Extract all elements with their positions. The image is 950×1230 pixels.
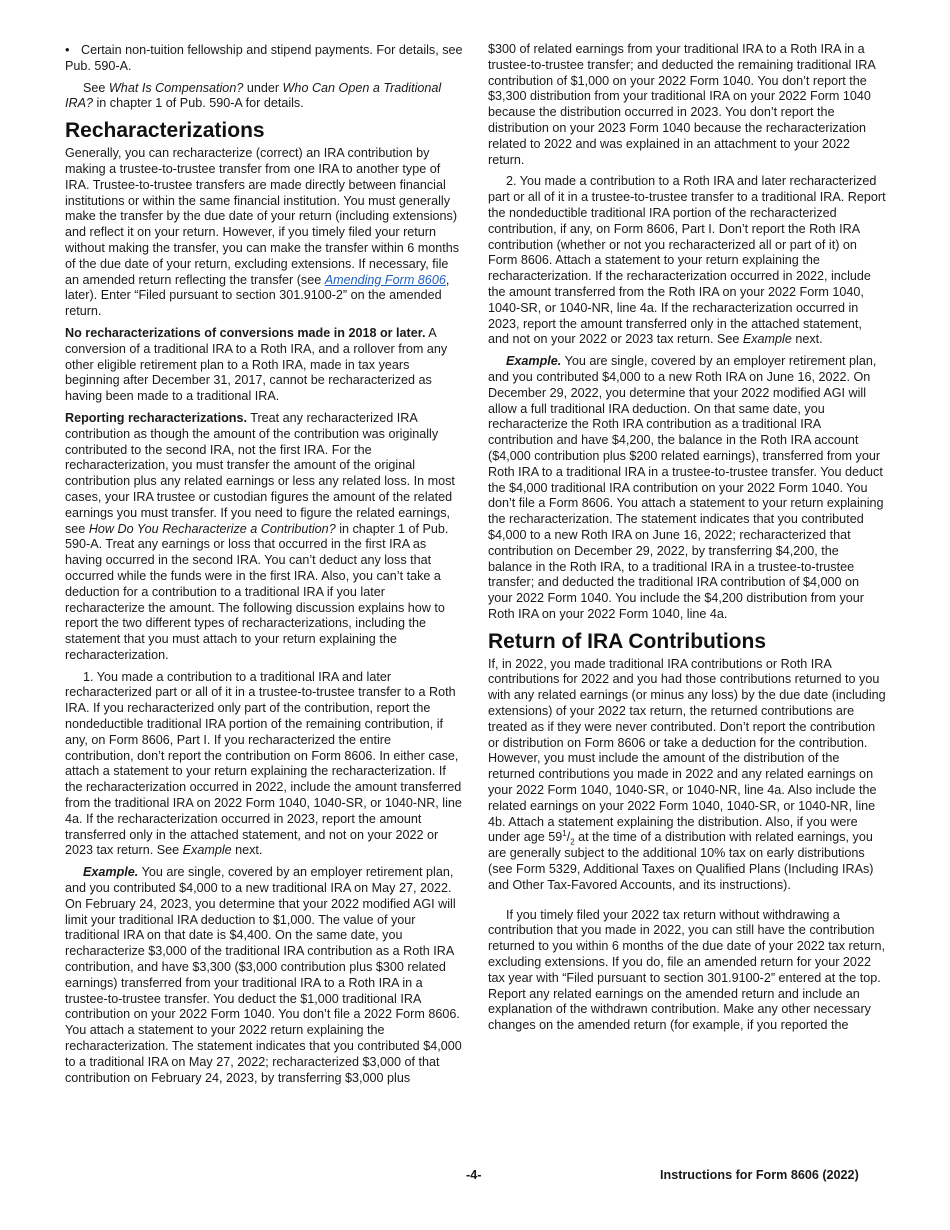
item-2-paragraph: 2. You made a contribution to a Roth IRA and later recharacterized part or all of it in a trustee-to-trustee transfer to a traditional IRA. Report the nondeductible traditional IRA portion of the recharacterized contribution, if any, on Form 8606, Part I. Don’t report the Roth IRA contribution (whether or not you recharacterized all or part of it) on Form 8606. Attach a statement to your return explaining the recharacterization. If the recharacterization occurred in 2022, include the amount transferred from the Roth IRA on your 2022 Form 1040, 1040-SR, or 1040-NR, line 4a. If the recharacterization occurred in 2023, report the amount transferred only in the attached statement, and not on your 2022 or 2023 tax return. See Example next. xyxy=(488,174,886,347)
left-column xyxy=(65,42,463,1092)
bullet-icon: • xyxy=(65,42,70,57)
timely-filed-paragraph: If you timely filed your 2022 tax return without withdrawing a contribution that you made in 2022, you can still have the contribution returned to you within 6 months of the due date of your 2022 tax return, excluding extensions. If you do, file an amended return for your 2022 tax year with “Filed pursuant to section 301.9100-2” entered at the top. Report any related earnings on the amended return and include an explanation of the withdrawn contribution. Make any other necessary changes on the amended return (for example, if you reported the xyxy=(488,907,885,1033)
item-1-paragraph: 1. You made a contribution to a traditional IRA and later recharacterized part or all of it in a trustee-to-trustee transfer to a Roth IRA. If you recharacterized only part of the contribution, report the nondeductible traditional IRA portion of the remaining contribution, if any, on Form 8606, Part I. If you recharacterized the entire contribution, don’t report the contribution on Form 8606. In either case, attach a statement to your return explaining the recharacterization. If the recharacterization occurred in 2022, include the amount transferred from the traditional IRA on 2022 Form 1040, 1040-SR, or 1040-NR, line 4a. If the recharacterization occurred in 2023, report the amount transferred only in the attached statement, and not on your 2022 or 2023 tax return. See Example next. xyxy=(65,669,462,858)
page-number: -4- xyxy=(466,1168,482,1182)
bullet-item: • Certain non-tuition fellowship and stipend payments. For details, see Pub. 590-A. xyxy=(65,42,463,73)
see-paragraph: See What Is Compensation? under Who Can Open a Traditional IRA? in chapter 1 of Pub. 590-A for details. xyxy=(65,80,442,111)
amending-form-8606-link[interactable]: Amending Form 8606 xyxy=(324,272,446,287)
heading-recharacterizations: Recharacterizations xyxy=(65,119,265,143)
no-recharacterizations-paragraph: No recharacterizations of conversions made in 2018 or later. A conversion of a traditional IRA to a Roth IRA, and a rollover from any other eligible retirement plan to a Roth IRA, made in tax years beginning after December 31, 2017, cannot be recharacterized as having been made to a traditional IRA. xyxy=(65,325,448,404)
return-paragraph: If, in 2022, you made traditional IRA contributions or Roth IRA contributions for 2022 and you had those contributions returned to you with any related earnings (or minus any loss) by the due date (including extensions) of your 2022 tax return, the returned contributions are treated as if they were never contributed. Don’t report the contribution or distribution on Form 8606 or take a deduction for the contribution. However, you must include the amount of the distribution of the returned contributions you made in 2022 and any related earnings on your 2022 Form 1040, 1040-SR, or 1040-NR, line 4a. Also include the related earnings on your 2022 Form 1040, 1040-SR, or 1040-NR, line 4b. Attach a statement explaining the distribution. Also, if you were under age $59^1/_2$ at the time of a distribution with related earnings, you are generally subject to the additional 10% tax on early distributions (see Form 5329, Additional Taxes on Qualified Plans (Including IRAs) and Other Tax-Favored Accounts, and its instructions). xyxy=(488,656,886,892)
example-2-paragraph: Example. You are single, covered by an employer retirement plan, and you contributed $4,000 to a new Roth IRA on June 16, 2022. On December 29, 2022, you determine that your 2022 modified AGI will allow a full traditional IRA deduction. On that same date, you recharacterize the Roth IRA contribution as a traditional IRA contribution and have $4,200, the balance in the Roth IRA account ($4,000 contribution plus $200 related earnings), transferred from your Roth IRA to a traditional IRA in a trustee-to-trustee transfer. You deduct the $4,000 traditional IRA contribution on your 2022 Form 1040. You don’t file a Form 8606. You attach a statement to your return explaining the recharacterization. The statement indicates that you contributed $4,000 to a new Roth IRA on June 16, 2022; recharacterized that contribution on December 29, 2022, by transferring $4,200, the balance in the Roth IRA, to a traditional IRA in a trustee-to-trustee transfer; and deducted the traditional IRA contribution of $4,000 on your 2022 Form 1040. You include the $4,200 distribution from your Roth IRA on your 2022 Form 1040, line 4a. xyxy=(488,354,884,621)
reporting-paragraph: Reporting recharacterizations. Treat any recharacterized IRA contribution as though the amount of the contribution was originally contributed to the second IRA, not the first IRA. For the recharacterization, you must transfer the amount of the original contribution plus any related earnings or less any related loss. In most cases, your IRA trustee or custodian figures the amount of the related earnings you must transfer. If you need to figure the related earnings, see How Do You Recharacterize a Contribution? in chapter 1 of Pub. 590-A. Treat any earnings or loss that occurred in the first IRA as having occurred in the second IRA. You can’t deduct any loss that occurred while the funds were in the first IRA. Also, you can’t take a deduction for a contribution to a traditional IRA if you later recharacterize the amount. The following discussion explains how to report the two different types of recharacterizations, including the statement that you must attach to your return explaining the recharacterization. xyxy=(65,410,455,662)
example-1-paragraph: Example. You are single, covered by an employer retirement plan, and you contributed $4,000 to a new traditional IRA on May 27, 2022. On February 24, 2023, you determine that your 2022 modified AGI will limit your traditional IRA deduction to $1,000. The value of your traditional IRA on that date is $4,400. On the same date, you recharacterize $3,000 of the traditional IRA contribution as a Roth IRA contribution, and have $3,300 ($3,000 contribution plus $300 related earnings) transferred from your traditional IRA to a Roth IRA in a trustee-to-trustee transfer. You deduct the $1,000 traditional IRA contribution on your 2022 Form 1040. You don’t file a 2022 Form 8606. You attach a statement to your 2022 return explaining the recharacterization. The statement indicates that you contributed $4,000 to a traditional IRA on May 27, 2022; recharacterized $3,000 of that contribution on February 24, 2023, by transferring $3,000 plus xyxy=(65,865,462,1085)
heading-return-of-ira-contributions: Return of IRA Contributions xyxy=(488,629,767,653)
form-title-footer: Instructions for Form 8606 (2022) xyxy=(660,1168,859,1182)
continuation-paragraph: $300 of related earnings from your traditional IRA to a Roth IRA in a trustee-to-trustee transfer; and deducted the remaining traditional IRA contribution of $1,000 on your 2022 Form 1040. You don’t report the $3,300 distribution from your traditional IRA on your 2022 Form 1040 because the distribution occurred in 2023. You don’t report the distribution on your 2023 Form 1040 because the recharacterization related to 2022 and was explained in an attachment to your 2022 return. xyxy=(488,42,876,167)
recharacterizations-paragraph: Generally, you can recharacterize (correct) an IRA contribution by making a trustee-to-trustee transfer from one IRA to another type of IRA. Trustee-to-trustee transfers are made directly between financial institutions or within the same financial institution. You must generally make the transfer by the due date of your return (including extensions) and reflect it on your return. However, if you timely filed your return without making the transfer, you can make the transfer within 6 months of the due date of your return, excluding extensions. If necessary, file an amended return reflecting the transfer (see Amending Form 8606, later). Enter “Filed pursuant to section 301.9100-2” on the amended return. xyxy=(65,146,460,319)
right-column xyxy=(488,42,886,1040)
